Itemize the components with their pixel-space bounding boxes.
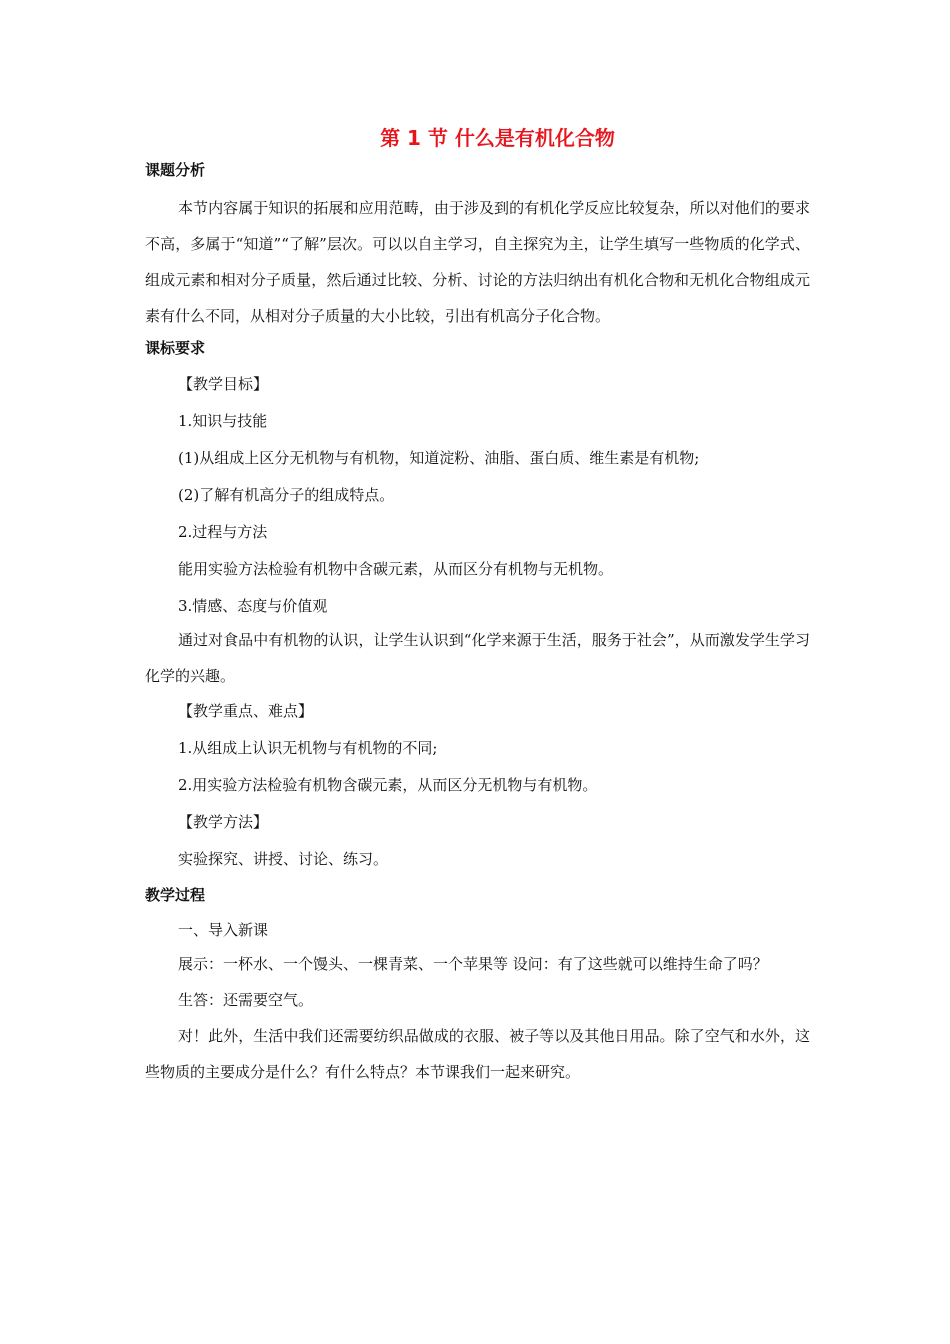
goal-knowledge: 1.知识与技能	[178, 412, 268, 430]
analysis-paragraph: 本节内容属于知识的拓展和应用范畴，由于涉及到的有机化学反应比较复杂，所以对他们的要求不高，多属于“知道”“了解”层次。可以以自主学习，自主探究为主，让学生填写一些物质的化学式、组成元素和相对分子质量，然后通过比较、分析、讨论的方法归纳出有机化合物和无机化合物组成元素有什么不同，从相对分子质量的大小比较，引出有机高分子化合物。	[145, 199, 810, 325]
process-comment: 对！此外，生活中我们还需要纺织品做成的衣服、被子等以及其他日用品。除了空气和水外，这些物质的主要成分是什么？有什么特点？本节课我们一起来研究。	[145, 1027, 810, 1081]
key-points-label: 【教学重点、难点】	[178, 702, 314, 720]
section-heading-process: 教学过程	[145, 886, 206, 904]
section-heading-analysis: 课题分析	[145, 161, 206, 179]
method-label: 【教学方法】	[178, 813, 269, 831]
goal-knowledge-item-2: (2)了解有机高分子的组成特点。	[178, 486, 395, 504]
document-body	[145, 160, 810, 1090]
goal-attitude-item: 通过对食品中有机物的认识，让学生认识到“化学来源于生活，服务于社会”，从而激发学生学习化学的兴趣。	[145, 631, 810, 685]
section-heading-requirements: 课标要求	[145, 339, 206, 357]
process-answer: 生答：还需要空气。	[178, 991, 314, 1009]
goal-attitude: 3.情感、态度与价值观	[178, 597, 328, 615]
goal-process: 2.过程与方法	[178, 523, 268, 541]
key-point-1: 1.从组成上认识无机物与有机物的不同;	[178, 739, 438, 757]
key-point-2: 2.用实验方法检验有机物含碳元素，从而区分无机物与有机物。	[178, 776, 598, 794]
goal-knowledge-item-1: (1)从组成上区分无机物与有机物，知道淀粉、油脂、蛋白质、维生素是有机物;	[178, 449, 700, 467]
goal-process-item: 能用实验方法检验有机物中含碳元素，从而区分有机物与无机物。	[178, 560, 614, 578]
goals-label: 【教学目标】	[178, 375, 269, 393]
lesson-title: 第 1 节 什么是有机化合物	[380, 126, 615, 150]
method-text: 实验探究、讲授、讨论、练习。	[178, 850, 389, 868]
process-step-1: 一、导入新课	[178, 921, 269, 939]
process-show: 展示：一杯水、一个馒头、一棵青菜、一个苹果等 设问：有了这些就可以维持生命了吗？	[178, 955, 768, 973]
